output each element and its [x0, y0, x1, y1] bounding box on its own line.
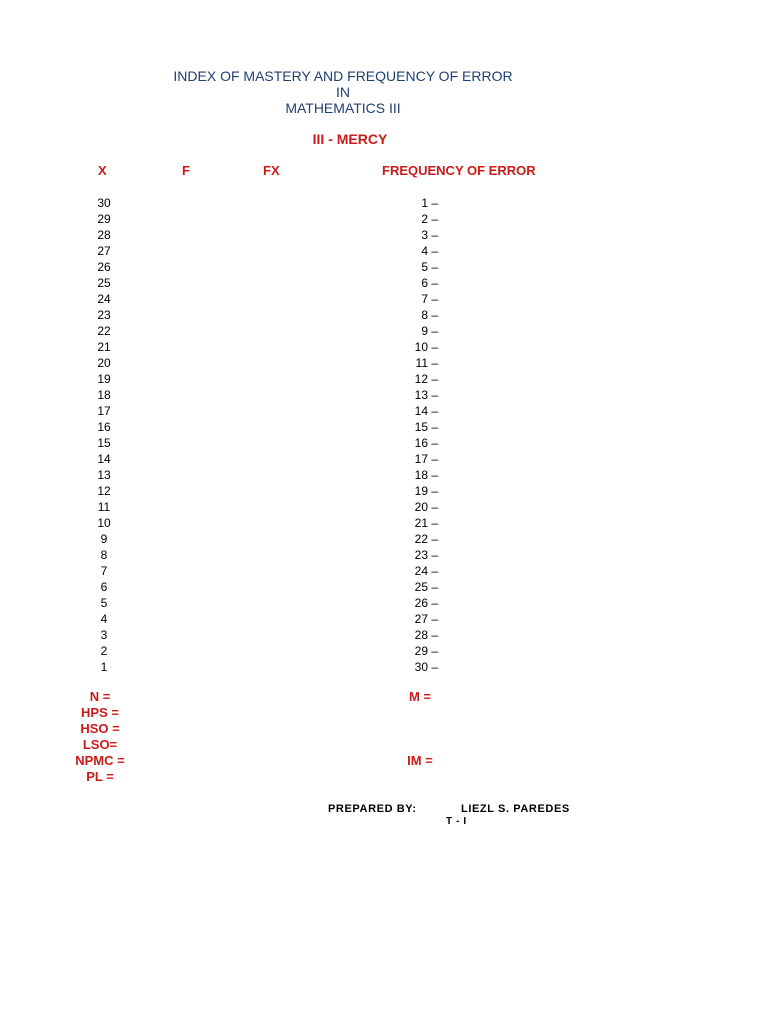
error-item: 6 – — [421, 276, 438, 290]
score-value: 25 — [97, 276, 111, 290]
error-item: 12 – — [414, 372, 438, 386]
score-value: 29 — [97, 212, 111, 226]
stat-n: N = — [89, 689, 111, 704]
error-item: 10 – — [414, 340, 438, 354]
score-value: 9 — [100, 532, 108, 546]
document-title-line-3: MATHEMATICS III — [285, 100, 401, 116]
error-item: 18 – — [414, 468, 438, 482]
stat-npmc: NPMC = — [75, 753, 125, 768]
score-value: 2 — [100, 644, 108, 658]
column-header-frequency-of-error: FREQUENCY OF ERROR — [382, 163, 536, 178]
document-title-line-1: INDEX OF MASTERY AND FREQUENCY OF ERROR — [173, 68, 513, 84]
error-item: 25 – — [414, 580, 438, 594]
error-item: 2 – — [421, 212, 438, 226]
score-value: 17 — [97, 404, 111, 418]
score-value: 4 — [100, 612, 108, 626]
score-value: 3 — [100, 628, 108, 642]
error-item: 30 – — [414, 660, 438, 674]
score-value: 18 — [97, 388, 111, 402]
error-item: 14 – — [414, 404, 438, 418]
column-header-f: F — [182, 163, 190, 178]
error-item: 3 – — [421, 228, 438, 242]
score-value: 6 — [100, 580, 108, 594]
error-item: 23 – — [414, 548, 438, 562]
stat-hso: HSO = — [80, 721, 120, 736]
section-heading: III - MERCY — [312, 131, 388, 147]
score-value: 16 — [97, 420, 111, 434]
error-item: 27 – — [414, 612, 438, 626]
error-item: 15 – — [414, 420, 438, 434]
error-item: 17 – — [414, 452, 438, 466]
score-value: 14 — [97, 452, 111, 466]
stat-m: M = — [408, 689, 432, 704]
preparer-position: T - I — [446, 816, 467, 827]
error-item: 9 – — [421, 324, 438, 338]
column-header-x: X — [98, 163, 107, 178]
error-item: 1 – — [421, 196, 438, 210]
error-item: 29 – — [414, 644, 438, 658]
score-value: 28 — [97, 228, 111, 242]
score-list — [76, 195, 132, 675]
score-value: 12 — [97, 484, 111, 498]
score-value: 23 — [97, 308, 111, 322]
error-item: 4 – — [421, 244, 438, 258]
error-item: 5 – — [421, 260, 438, 274]
error-item: 21 – — [414, 516, 438, 530]
error-item: 24 – — [414, 564, 438, 578]
score-value: 10 — [97, 516, 111, 530]
score-value: 20 — [97, 356, 111, 370]
stat-im: IM = — [407, 753, 433, 768]
score-value: 22 — [97, 324, 111, 338]
error-item: 11 – — [415, 356, 438, 370]
score-value: 19 — [97, 372, 111, 386]
score-value: 11 — [97, 500, 111, 514]
error-item: 26 – — [414, 596, 438, 610]
score-value: 30 — [97, 196, 111, 210]
score-value: 21 — [97, 340, 111, 354]
stat-lso: LSO= — [82, 737, 118, 752]
error-item: 28 – — [414, 628, 438, 642]
score-value: 27 — [97, 244, 111, 258]
score-value: 5 — [100, 596, 108, 610]
score-value: 1 — [100, 660, 108, 674]
error-item: 20 – — [414, 500, 438, 514]
preparer-name: LIEZL S. PAREDES — [461, 803, 570, 815]
error-item: 16 – — [414, 436, 438, 450]
document-title-line-2: IN — [336, 84, 350, 100]
stat-pl: PL = — [86, 769, 114, 784]
score-value: 8 — [100, 548, 108, 562]
error-item-list — [360, 195, 438, 675]
score-value: 7 — [100, 564, 108, 578]
error-item: 22 – — [414, 532, 438, 546]
score-value: 13 — [97, 468, 111, 482]
error-item: 8 – — [421, 308, 438, 322]
column-header-fx: FX — [263, 163, 280, 178]
score-value: 24 — [97, 292, 111, 306]
score-value: 26 — [97, 260, 111, 274]
score-value: 15 — [97, 436, 111, 450]
stat-hps: HPS = — [81, 705, 119, 720]
error-item: 7 – — [421, 292, 438, 306]
error-item: 13 – — [414, 388, 438, 402]
error-item: 19 – — [414, 484, 438, 498]
prepared-by-label: PREPARED BY: — [328, 803, 417, 815]
